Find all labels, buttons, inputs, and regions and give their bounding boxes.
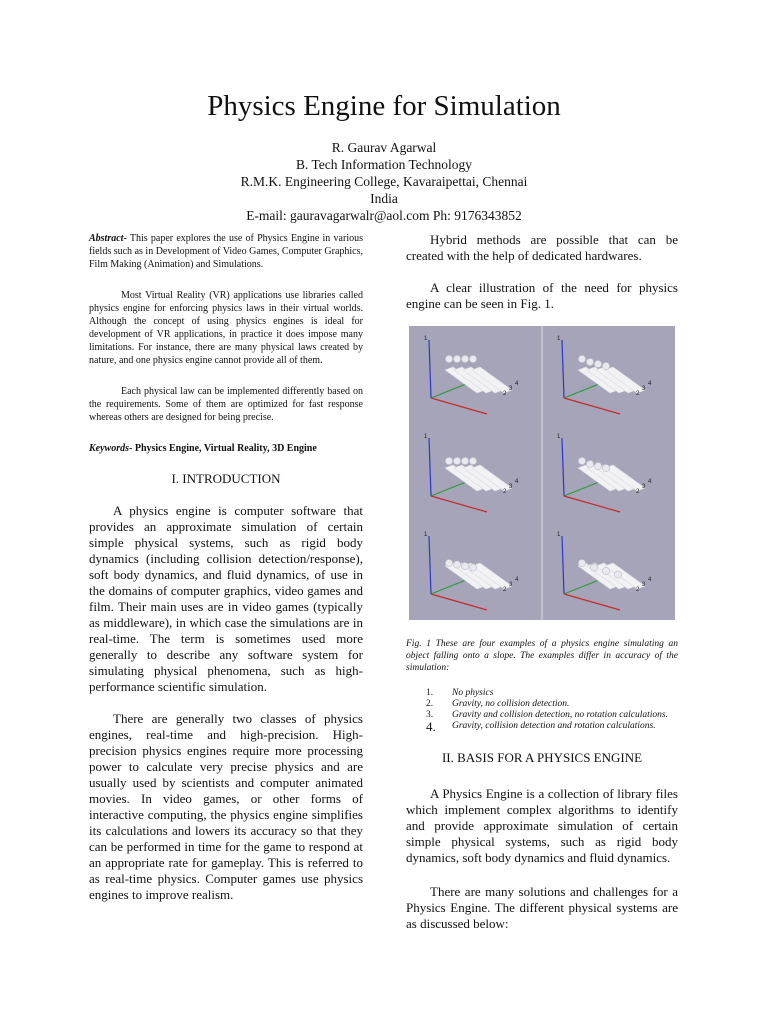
- axis-label: 1: [557, 532, 561, 538]
- x-axis: [564, 398, 620, 414]
- plank-label: 2: [503, 587, 507, 593]
- abstract-paragraph-2: Most Virtual Reality (VR) applications use libraries called physics engine for enforcing physics laws in their virtual worlds. Although the concept of using physics engines is ideal for development of VR applications, in practice it does impose many limitations. For instance, there are many physical laws created by nature, and one physics engine cannot provide all of them.: [89, 290, 363, 366]
- sim-panel: [557, 336, 652, 414]
- simulation-figure-image: [409, 326, 675, 620]
- falling-ball: [586, 460, 593, 467]
- axis-label: 1: [424, 336, 428, 342]
- plank-label: 3: [509, 386, 513, 392]
- z-axis: [562, 438, 564, 496]
- falling-ball: [469, 564, 476, 571]
- simulation-figure: [409, 326, 675, 620]
- x-axis: [564, 496, 620, 512]
- z-axis: [429, 536, 431, 594]
- keywords-paragraph: [89, 442, 363, 455]
- plank-label: 2: [636, 489, 640, 495]
- x-axis: [564, 594, 620, 610]
- falling-ball: [461, 457, 468, 464]
- plank-label: 4: [648, 479, 652, 485]
- plank-label: 3: [509, 582, 513, 588]
- falling-ball: [453, 355, 460, 362]
- falling-ball: [469, 355, 476, 362]
- author-country: India: [370, 191, 398, 206]
- falling-ball: [602, 362, 609, 369]
- intro-paragraph-2: There are generally two classes of physics engines, real-time and high-precision. High-precision physics engines require more processing power to calculate very precise physics and are usually used by scientists and computer animated movies. In video games, or other forms of interactive computing, the physics engine simplifies its calculations and lowers its accuracy so that they can be performed in time for the game to respond at an appropriate rate for gameplay. This is referred to as real-time physics. Computer games use physics engines to improve realism.: [89, 711, 363, 902]
- right-column: [406, 232, 678, 932]
- basis-paragraph-2: There are many solutions and challenges for a Physics Engine. The different physical systems are as discussed below:: [406, 884, 678, 931]
- falling-ball: [614, 571, 621, 578]
- sim-panel: [424, 532, 519, 610]
- axis-label: 1: [557, 336, 561, 342]
- x-axis: [431, 496, 487, 512]
- left-column: [89, 232, 363, 903]
- keywords-label: Keywords-: [89, 443, 133, 454]
- falling-ball: [578, 355, 585, 362]
- x-axis: [431, 594, 487, 610]
- section-heading-basis: II. BASIS FOR A PHYSICS ENGINE: [441, 750, 643, 765]
- abstract-text: This paper explores the use of Physics Engine in various fields such as in Development of Video Games, Computer Graphics, Film Making (Animation) and Simulations.: [89, 233, 363, 270]
- abstract-label: Abstract-: [89, 233, 127, 244]
- sim-panel: [557, 434, 652, 512]
- basis-paragraph-1: A Physics Engine is a collection of library files which implement complex algorithms to identify and provide approximate simulation of certain simple physical systems, such as rigid body dynamics, soft body dynamics and fluid dynamics.: [406, 786, 678, 865]
- hybrid-paragraph: Hybrid methods are possible that can be created with the help of dedicated hardwares.: [406, 232, 678, 263]
- falling-ball: [445, 355, 452, 362]
- plank-label: 3: [642, 582, 646, 588]
- z-axis: [562, 536, 564, 594]
- figure-caption: Fig. 1 These are four examples of a physics engine simulating an object falling onto a slope. The examples differ in accuracy of the simulation:: [406, 639, 678, 673]
- abstract-paragraph: [89, 232, 363, 271]
- axis-label: 1: [424, 532, 428, 538]
- author-college: R.M.K. Engineering College, Kavaraipettai, Chennai: [240, 174, 528, 189]
- x-axis: [431, 398, 487, 414]
- plank-label: 2: [503, 391, 507, 397]
- falling-ball: [445, 457, 452, 464]
- sim-panel: [557, 532, 652, 610]
- falling-ball: [602, 464, 609, 471]
- section-heading-introduction: I. INTRODUCTION: [171, 471, 281, 486]
- falling-ball: [445, 559, 452, 566]
- author-name: R. Gaurav Agarwal: [331, 140, 437, 155]
- plank-label: 3: [642, 386, 646, 392]
- author-block: [0, 139, 768, 224]
- plank-label: 2: [503, 489, 507, 495]
- illustration-paragraph: A clear illustration of the need for physics engine can be seen in Fig. 1.: [406, 280, 678, 311]
- axis-label: 1: [557, 434, 561, 440]
- figure-list-item: 3. Gravity and collision detection, no rotation calculations.: [426, 710, 669, 720]
- z-axis: [429, 438, 431, 496]
- paper-title: Physics Engine for Simulation: [207, 90, 561, 122]
- plank-label: 4: [515, 479, 519, 485]
- sim-panel: [424, 336, 519, 414]
- falling-ball: [461, 355, 468, 362]
- falling-ball: [453, 457, 460, 464]
- plank-label: 2: [636, 391, 640, 397]
- falling-ball: [453, 561, 460, 568]
- falling-ball: [469, 457, 476, 464]
- plank-label: 4: [648, 381, 652, 387]
- plank-label: 4: [515, 381, 519, 387]
- figure-list-item: 2. Gravity, no collision detection.: [426, 699, 570, 709]
- author-contact: E-mail: gauravagarwalr@aol.com Ph: 9176343852: [246, 208, 522, 223]
- figure-list-item: 1. No physics: [426, 688, 494, 698]
- falling-ball: [602, 567, 609, 574]
- falling-ball: [594, 360, 601, 367]
- keywords-text: Physics Engine, Virtual Reality, 3D Engine: [132, 443, 317, 454]
- falling-ball: [590, 564, 597, 571]
- plank-label: 3: [642, 484, 646, 490]
- figure-list-item: 4. Gravity, collision detection and rotation calculations.: [426, 719, 656, 734]
- falling-ball: [594, 462, 601, 469]
- falling-ball: [578, 559, 585, 566]
- axis-label: 1: [424, 434, 428, 440]
- falling-ball: [586, 358, 593, 365]
- z-axis: [562, 340, 564, 398]
- z-axis: [429, 340, 431, 398]
- plank-label: 4: [648, 577, 652, 583]
- figure-list: [426, 688, 678, 732]
- falling-ball: [578, 457, 585, 464]
- author-degree: B. Tech Information Technology: [295, 157, 473, 172]
- intro-paragraph-1: A physics engine is computer software that provides an approximate simulation of certain simple physical systems, such as rigid body dynamics (including collision detection/response), soft body dynamics, and fluid dynamics, of use in the domains of computer graphics, video games and film. Their main uses are in video games (typically as middleware), in which case the simulations are in real-time. The term is sometimes used more generally to describe any software system for simulating physical phenomena, such as high-performance scientific simulation.: [89, 503, 363, 694]
- abstract-paragraph-3: Each physical law can be implemented differently based on the requirements. Some of them are optimized for fast response whereas others are designed for being precise.: [89, 386, 363, 423]
- sim-panel: [424, 434, 519, 512]
- plank-label: 3: [509, 484, 513, 490]
- falling-ball: [461, 562, 468, 569]
- plank-label: 4: [515, 577, 519, 583]
- plank-label: 2: [636, 587, 640, 593]
